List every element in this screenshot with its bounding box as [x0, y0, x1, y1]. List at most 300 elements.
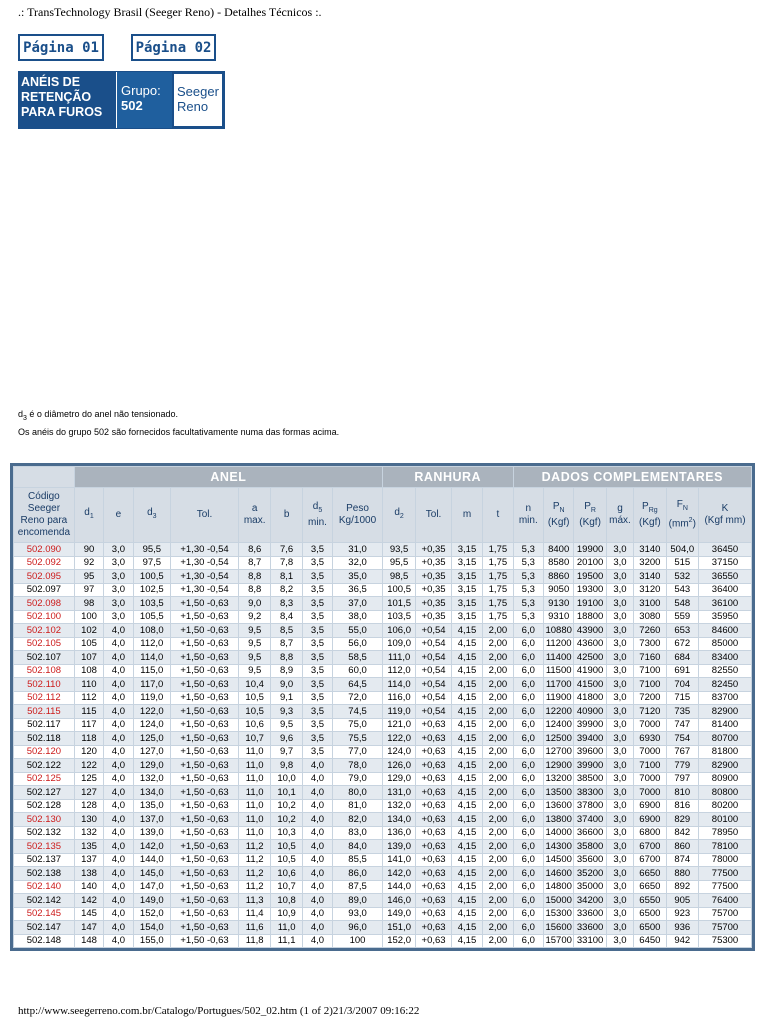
- table-cell: 3,0: [104, 570, 132, 583]
- table-cell: 75,0: [333, 719, 382, 732]
- table-cell: 11,0: [239, 746, 270, 759]
- table-cell: 152,0: [134, 908, 171, 921]
- table-cell: 2,00: [483, 894, 512, 907]
- table-cell: 6800: [634, 827, 665, 840]
- table-cell: 3,0: [104, 543, 132, 556]
- table-cell: 2,00: [483, 651, 512, 664]
- table-cell: 7100: [634, 678, 665, 691]
- table-cell: 3,0: [607, 584, 633, 597]
- col-e: e: [104, 488, 132, 542]
- table-cell: 6,0: [514, 651, 543, 664]
- table-cell: 117: [75, 719, 103, 732]
- col-g-max: g máx.: [607, 488, 633, 542]
- table-cell: 9,5: [239, 624, 270, 637]
- table-cell: 4,15: [452, 759, 482, 772]
- table-cell: 6,0: [514, 665, 543, 678]
- table-cell: 6,0: [514, 759, 543, 772]
- table-row: [14, 692, 751, 705]
- table-cell: 5,3: [514, 611, 543, 624]
- table-cell: 4,0: [104, 908, 132, 921]
- ring-code: 502.120: [14, 746, 74, 759]
- table-cell: 11,1: [271, 935, 301, 948]
- table-cell: 9130: [544, 597, 573, 610]
- table-cell: 4,15: [452, 638, 482, 651]
- table-cell: 136,0: [383, 827, 415, 840]
- table-cell: 15300: [545, 908, 572, 920]
- table-cell: 102: [75, 624, 103, 637]
- table-cell: 4,0: [104, 881, 132, 894]
- table-cell: 100: [75, 611, 103, 624]
- table-body: [14, 543, 751, 947]
- ring-code: 502.098: [14, 597, 74, 610]
- group-title-line: PARA FUROS: [21, 105, 103, 119]
- table-cell: 8,7: [239, 557, 270, 570]
- table-cell: 4,0: [303, 894, 332, 907]
- table-cell: 4,15: [452, 678, 482, 691]
- table-cell: 4,0: [104, 786, 132, 799]
- table-cell: 4,0: [104, 705, 132, 718]
- table-cell: 132,0: [383, 800, 415, 813]
- table-cell: 3,0: [607, 786, 633, 799]
- table-cell: 55,0: [333, 624, 382, 637]
- table-cell: 19900: [574, 543, 605, 556]
- table-cell: 3,5: [303, 611, 332, 624]
- table-cell: 119,0: [383, 705, 415, 718]
- table-cell: 108: [75, 665, 103, 678]
- table-cell: 4,15: [452, 921, 482, 934]
- ring-code: 502.122: [14, 759, 74, 772]
- table-cell: 7000: [634, 719, 665, 732]
- table-cell: 112,0: [134, 638, 171, 651]
- table-cell: 3140: [634, 543, 665, 556]
- table-cell: 81800: [699, 746, 751, 759]
- table-cell: 4,15: [452, 732, 482, 745]
- table-cell: 3,15: [452, 611, 482, 624]
- table-cell: 6900: [634, 813, 665, 826]
- table-cell: 37400: [574, 813, 605, 826]
- table-cell: 11,2: [239, 854, 270, 867]
- table-cell: 82550: [699, 665, 751, 678]
- table-cell: 78,0: [333, 759, 382, 772]
- table-cell: 129,0: [383, 773, 415, 786]
- table-cell: 3,0: [607, 908, 633, 921]
- table-cell: 4,0: [104, 759, 132, 772]
- table-cell: 6650: [634, 867, 665, 880]
- table-cell: 3,0: [607, 827, 633, 840]
- table-cell: 111,0: [383, 651, 415, 664]
- table-cell: +0,35: [416, 584, 450, 597]
- table-cell: 3080: [634, 611, 665, 624]
- table-cell: 3,0: [607, 800, 633, 813]
- table-cell: 80200: [699, 800, 751, 813]
- table-cell: 515: [667, 557, 698, 570]
- ring-code: 502.125: [14, 773, 74, 786]
- table-cell: 684: [667, 651, 698, 664]
- ring-code: 502.148: [14, 935, 74, 948]
- table-cell: 121,0: [383, 719, 415, 732]
- table-cell: 860: [667, 840, 698, 853]
- table-row: [14, 719, 751, 732]
- table-cell: 100,5: [383, 584, 415, 597]
- table-cell: 81400: [699, 719, 751, 732]
- table-cell: 7000: [634, 773, 665, 786]
- table-cell: 7120: [634, 705, 665, 718]
- table-cell: 11,0: [239, 827, 270, 840]
- table-row: [14, 665, 751, 678]
- table-cell: +1,50 -0,63: [171, 692, 238, 705]
- table-cell: +0,35: [416, 570, 450, 583]
- group-info-box: [18, 71, 225, 129]
- table-cell: 4,0: [303, 813, 332, 826]
- table-cell: 75,5: [333, 732, 382, 745]
- table-cell: 2,00: [483, 827, 512, 840]
- table-cell: 135,0: [134, 800, 171, 813]
- col-tol: Tol.: [171, 488, 238, 542]
- table-cell: +1,50 -0,63: [171, 840, 238, 853]
- table-cell: 36600: [574, 827, 605, 840]
- table-cell: 10880: [545, 624, 572, 636]
- table-cell: 134,0: [383, 813, 415, 826]
- table-cell: 131,0: [383, 786, 415, 799]
- table-cell: 653: [667, 624, 698, 637]
- table-cell: 3,5: [303, 692, 332, 705]
- table-cell: 3,0: [607, 678, 633, 691]
- table-cell: 6,0: [514, 881, 543, 894]
- table-cell: 880: [667, 867, 698, 880]
- table-cell: 892: [667, 881, 698, 894]
- table-cell: 3,0: [607, 570, 633, 583]
- table-cell: 2,00: [483, 813, 512, 826]
- table-row: [14, 638, 751, 651]
- table-cell: 3,0: [607, 881, 633, 894]
- table-cell: 4,0: [104, 867, 132, 880]
- table-cell: 119,0: [134, 692, 171, 705]
- table-cell: 38,0: [333, 611, 382, 624]
- col-d1: $d_1$: [75, 488, 103, 542]
- table-row: [14, 597, 751, 610]
- table-cell: 11,2: [239, 840, 270, 853]
- table-cell: 9,3: [271, 705, 301, 718]
- table-cell: 18800: [574, 611, 605, 624]
- table-cell: 100: [333, 935, 382, 948]
- table-cell: 6,0: [514, 732, 543, 745]
- table-cell: 5,3: [514, 543, 543, 556]
- table-cell: 11900: [545, 692, 572, 704]
- ring-code: 502.147: [14, 921, 74, 934]
- table-cell: 4,0: [104, 651, 132, 664]
- table-cell: +1,50 -0,63: [171, 921, 238, 934]
- table-cell: 4,0: [303, 786, 332, 799]
- table-cell: +0,35: [416, 557, 450, 570]
- table-cell: 6,0: [514, 678, 543, 691]
- table-cell: 2,00: [483, 678, 512, 691]
- table-cell: +1,50 -0,63: [171, 746, 238, 759]
- table-cell: 35,0: [333, 570, 382, 583]
- page-01-button[interactable]: Página 01: [18, 34, 104, 61]
- table-cell: 10,0: [271, 773, 301, 786]
- table-cell: 108,0: [134, 624, 171, 637]
- table-cell: 92: [75, 557, 103, 570]
- table-cell: 142,0: [383, 867, 415, 880]
- table-cell: 8,1: [271, 570, 301, 583]
- table-cell: 13500: [545, 786, 572, 798]
- table-cell: 3,0: [607, 759, 633, 772]
- table-cell: 145,0: [134, 867, 171, 880]
- table-cell: 116,0: [383, 692, 415, 705]
- table-cell: 39900: [574, 719, 605, 732]
- ring-code: 502.140: [14, 881, 74, 894]
- table-cell: 5,3: [514, 557, 543, 570]
- table-cell: +0,63: [416, 854, 450, 867]
- table-cell: 6,0: [514, 800, 543, 813]
- section-blank: [14, 467, 74, 487]
- col-fn: $F_N$ $(mm^2)$: [667, 488, 698, 542]
- table-cell: 11,0: [239, 786, 270, 799]
- table-cell: +1,30 -0,54: [171, 543, 238, 556]
- table-cell: 6700: [634, 840, 665, 853]
- table-cell: 6650: [634, 881, 665, 894]
- table-cell: 9,5: [271, 719, 301, 732]
- table-cell: +1,50 -0,63: [171, 597, 238, 610]
- table-cell: 89,0: [333, 894, 382, 907]
- table-cell: +0,54: [416, 651, 450, 664]
- ring-code: 502.100: [14, 611, 74, 624]
- table-cell: 77500: [699, 867, 751, 880]
- table-cell: 83,0: [333, 827, 382, 840]
- table-cell: 6550: [634, 894, 665, 907]
- table-cell: +0,63: [416, 908, 450, 921]
- table-row: [14, 705, 751, 718]
- table-cell: 2,00: [483, 921, 512, 934]
- table-cell: 41500: [574, 678, 605, 691]
- table-cell: 80800: [699, 786, 751, 799]
- table-cell: 6,0: [514, 867, 543, 880]
- table-cell: 144,0: [383, 881, 415, 894]
- table-cell: 548: [667, 597, 698, 610]
- table-cell: 95,5: [134, 543, 171, 556]
- table-row: [14, 678, 751, 691]
- table-cell: 2,00: [483, 800, 512, 813]
- table-cell: 82450: [699, 678, 751, 691]
- table-cell: 4,0: [303, 800, 332, 813]
- table-cell: 10,2: [271, 800, 301, 813]
- table-cell: 109,0: [383, 638, 415, 651]
- table-cell: 923: [667, 908, 698, 921]
- table-cell: 2,00: [483, 854, 512, 867]
- table-cell: 120: [75, 746, 103, 759]
- ring-code: 502.097: [14, 584, 74, 597]
- table-cell: 3120: [634, 584, 665, 597]
- table-cell: 122,0: [383, 732, 415, 745]
- table-cell: 4,15: [452, 867, 482, 880]
- table-cell: 3140: [634, 570, 665, 583]
- table-cell: 3,5: [303, 597, 332, 610]
- table-cell: 83700: [699, 692, 751, 705]
- table-cell: 146,0: [383, 894, 415, 907]
- ring-code: 502.145: [14, 908, 74, 921]
- table-cell: 114,0: [383, 678, 415, 691]
- table-cell: +0,63: [416, 921, 450, 934]
- table-row: [14, 827, 751, 840]
- table-cell: 10,2: [271, 813, 301, 826]
- table-row: [14, 813, 751, 826]
- table-cell: 2,00: [483, 719, 512, 732]
- table-cell: 2,00: [483, 759, 512, 772]
- table-cell: 3,0: [607, 597, 633, 610]
- table-cell: 3,15: [452, 570, 482, 583]
- group-title-line: ANÉIS DE: [21, 75, 81, 89]
- table-cell: 139,0: [383, 840, 415, 853]
- col-codigo: Código Seeger Reno para encomenda: [14, 488, 74, 542]
- table-cell: 38300: [574, 786, 605, 799]
- table-cell: 97: [75, 584, 103, 597]
- table-cell: 4,0: [104, 692, 132, 705]
- table-cell: 11,4: [239, 908, 270, 921]
- table-cell: 4,0: [303, 908, 332, 921]
- table-cell: 936: [667, 921, 698, 934]
- table-cell: 3,5: [303, 557, 332, 570]
- table-cell: 3,0: [104, 557, 132, 570]
- table-cell: 2,00: [483, 786, 512, 799]
- table-cell: 10,9: [271, 908, 301, 921]
- table-cell: 8,6: [239, 543, 270, 556]
- table-cell: 7,6: [271, 543, 301, 556]
- table-cell: 14300: [545, 840, 572, 852]
- table-cell: 1,75: [483, 543, 512, 556]
- table-cell: 10,6: [271, 867, 301, 880]
- table-cell: 142,0: [134, 840, 171, 853]
- table-cell: 2,00: [483, 732, 512, 745]
- table-cell: 115: [75, 705, 103, 718]
- table-cell: +0,63: [416, 881, 450, 894]
- table-cell: 80100: [699, 813, 751, 826]
- table-cell: 96,0: [333, 921, 382, 934]
- table-row: [14, 881, 751, 894]
- table-cell: 4,0: [303, 840, 332, 853]
- table-cell: 10,1: [271, 786, 301, 799]
- table-cell: 39400: [574, 732, 605, 745]
- table-cell: 11,0: [271, 921, 301, 934]
- table-cell: 754: [667, 732, 698, 745]
- table-cell: +1,50 -0,63: [171, 867, 238, 880]
- col-tol-ranhura: Tol.: [416, 488, 450, 542]
- table-cell: 3100: [634, 597, 665, 610]
- table-cell: +1,50 -0,63: [171, 665, 238, 678]
- table-row: [14, 773, 751, 786]
- table-cell: +1,50 -0,63: [171, 705, 238, 718]
- table-cell: 4,0: [303, 867, 332, 880]
- table-cell: 8,7: [271, 638, 301, 651]
- table-row: [14, 786, 751, 799]
- table-cell: 97,5: [134, 557, 171, 570]
- table-cell: +0,63: [416, 773, 450, 786]
- section-anel: ANEL: [75, 467, 382, 487]
- table-cell: 6,0: [514, 719, 543, 732]
- table-cell: 7100: [634, 665, 665, 678]
- table-cell: 14000: [545, 827, 572, 839]
- table-cell: 130: [75, 813, 103, 826]
- table-row: [14, 854, 751, 867]
- table-cell: 8,8: [239, 570, 270, 583]
- table-cell: 103,5: [134, 597, 171, 610]
- table-cell: 31,0: [333, 543, 382, 556]
- table-cell: 7160: [634, 651, 665, 664]
- table-cell: 37800: [574, 800, 605, 813]
- table-cell: 11,0: [239, 759, 270, 772]
- table-cell: 58,5: [333, 651, 382, 664]
- table-cell: 4,0: [303, 773, 332, 786]
- table-cell: 4,15: [452, 692, 482, 705]
- table-cell: 704: [667, 678, 698, 691]
- col-prg: $P_{Rg}$ (Kgf): [634, 488, 665, 542]
- table-cell: 4,0: [104, 800, 132, 813]
- ring-code: 502.132: [14, 827, 74, 840]
- table-row: [14, 867, 751, 880]
- table-cell: 6,0: [514, 746, 543, 759]
- table-cell: 4,15: [452, 881, 482, 894]
- table-cell: +1,50 -0,63: [171, 624, 238, 637]
- table-cell: 3,0: [607, 854, 633, 867]
- table-cell: 2,00: [483, 773, 512, 786]
- table-cell: 4,15: [452, 719, 482, 732]
- table-cell: 90: [75, 543, 103, 556]
- table-cell: 19500: [574, 570, 605, 583]
- table-cell: 6500: [634, 921, 665, 934]
- table-cell: 34200: [574, 894, 605, 907]
- table-cell: 6500: [634, 908, 665, 921]
- table-cell: 11,2: [239, 867, 270, 880]
- table-cell: 7000: [634, 786, 665, 799]
- table-cell: 797: [667, 773, 698, 786]
- group-value-line: Reno: [177, 99, 209, 114]
- table-cell: 11,0: [239, 813, 270, 826]
- table-cell: 2,00: [483, 692, 512, 705]
- table-cell: 112,0: [383, 665, 415, 678]
- table-cell: 4,0: [104, 773, 132, 786]
- table-cell: 145: [75, 908, 103, 921]
- table-cell: 37150: [699, 557, 751, 570]
- table-cell: 87,5: [333, 881, 382, 894]
- table-cell: 12400: [545, 719, 572, 731]
- table-cell: 2,00: [483, 638, 512, 651]
- table-cell: 10,5: [271, 854, 301, 867]
- table-cell: +0,63: [416, 813, 450, 826]
- table-cell: 11,8: [239, 935, 270, 948]
- table-cell: 142: [75, 894, 103, 907]
- table-cell: 2,00: [483, 624, 512, 637]
- table-cell: 559: [667, 611, 698, 624]
- table-cell: +1,50 -0,63: [171, 827, 238, 840]
- table-cell: 3,5: [303, 665, 332, 678]
- table-cell: 3,0: [607, 692, 633, 705]
- table-cell: 19100: [574, 597, 605, 610]
- table-row: [14, 732, 751, 745]
- table-cell: 35600: [574, 854, 605, 867]
- table-cell: 6,0: [514, 705, 543, 718]
- table-cell: 77500: [699, 881, 751, 894]
- table-cell: +0,63: [416, 732, 450, 745]
- table-cell: +1,50 -0,63: [171, 881, 238, 894]
- page-02-button[interactable]: Página 02: [131, 34, 216, 61]
- table-cell: 3,0: [607, 773, 633, 786]
- ring-code: 502.137: [14, 854, 74, 867]
- table-row: [14, 651, 751, 664]
- table-cell: 139,0: [134, 827, 171, 840]
- table-cell: 532: [667, 570, 698, 583]
- table-cell: 4,0: [104, 719, 132, 732]
- table-cell: +1,50 -0,63: [171, 894, 238, 907]
- table-cell: 4,15: [452, 705, 482, 718]
